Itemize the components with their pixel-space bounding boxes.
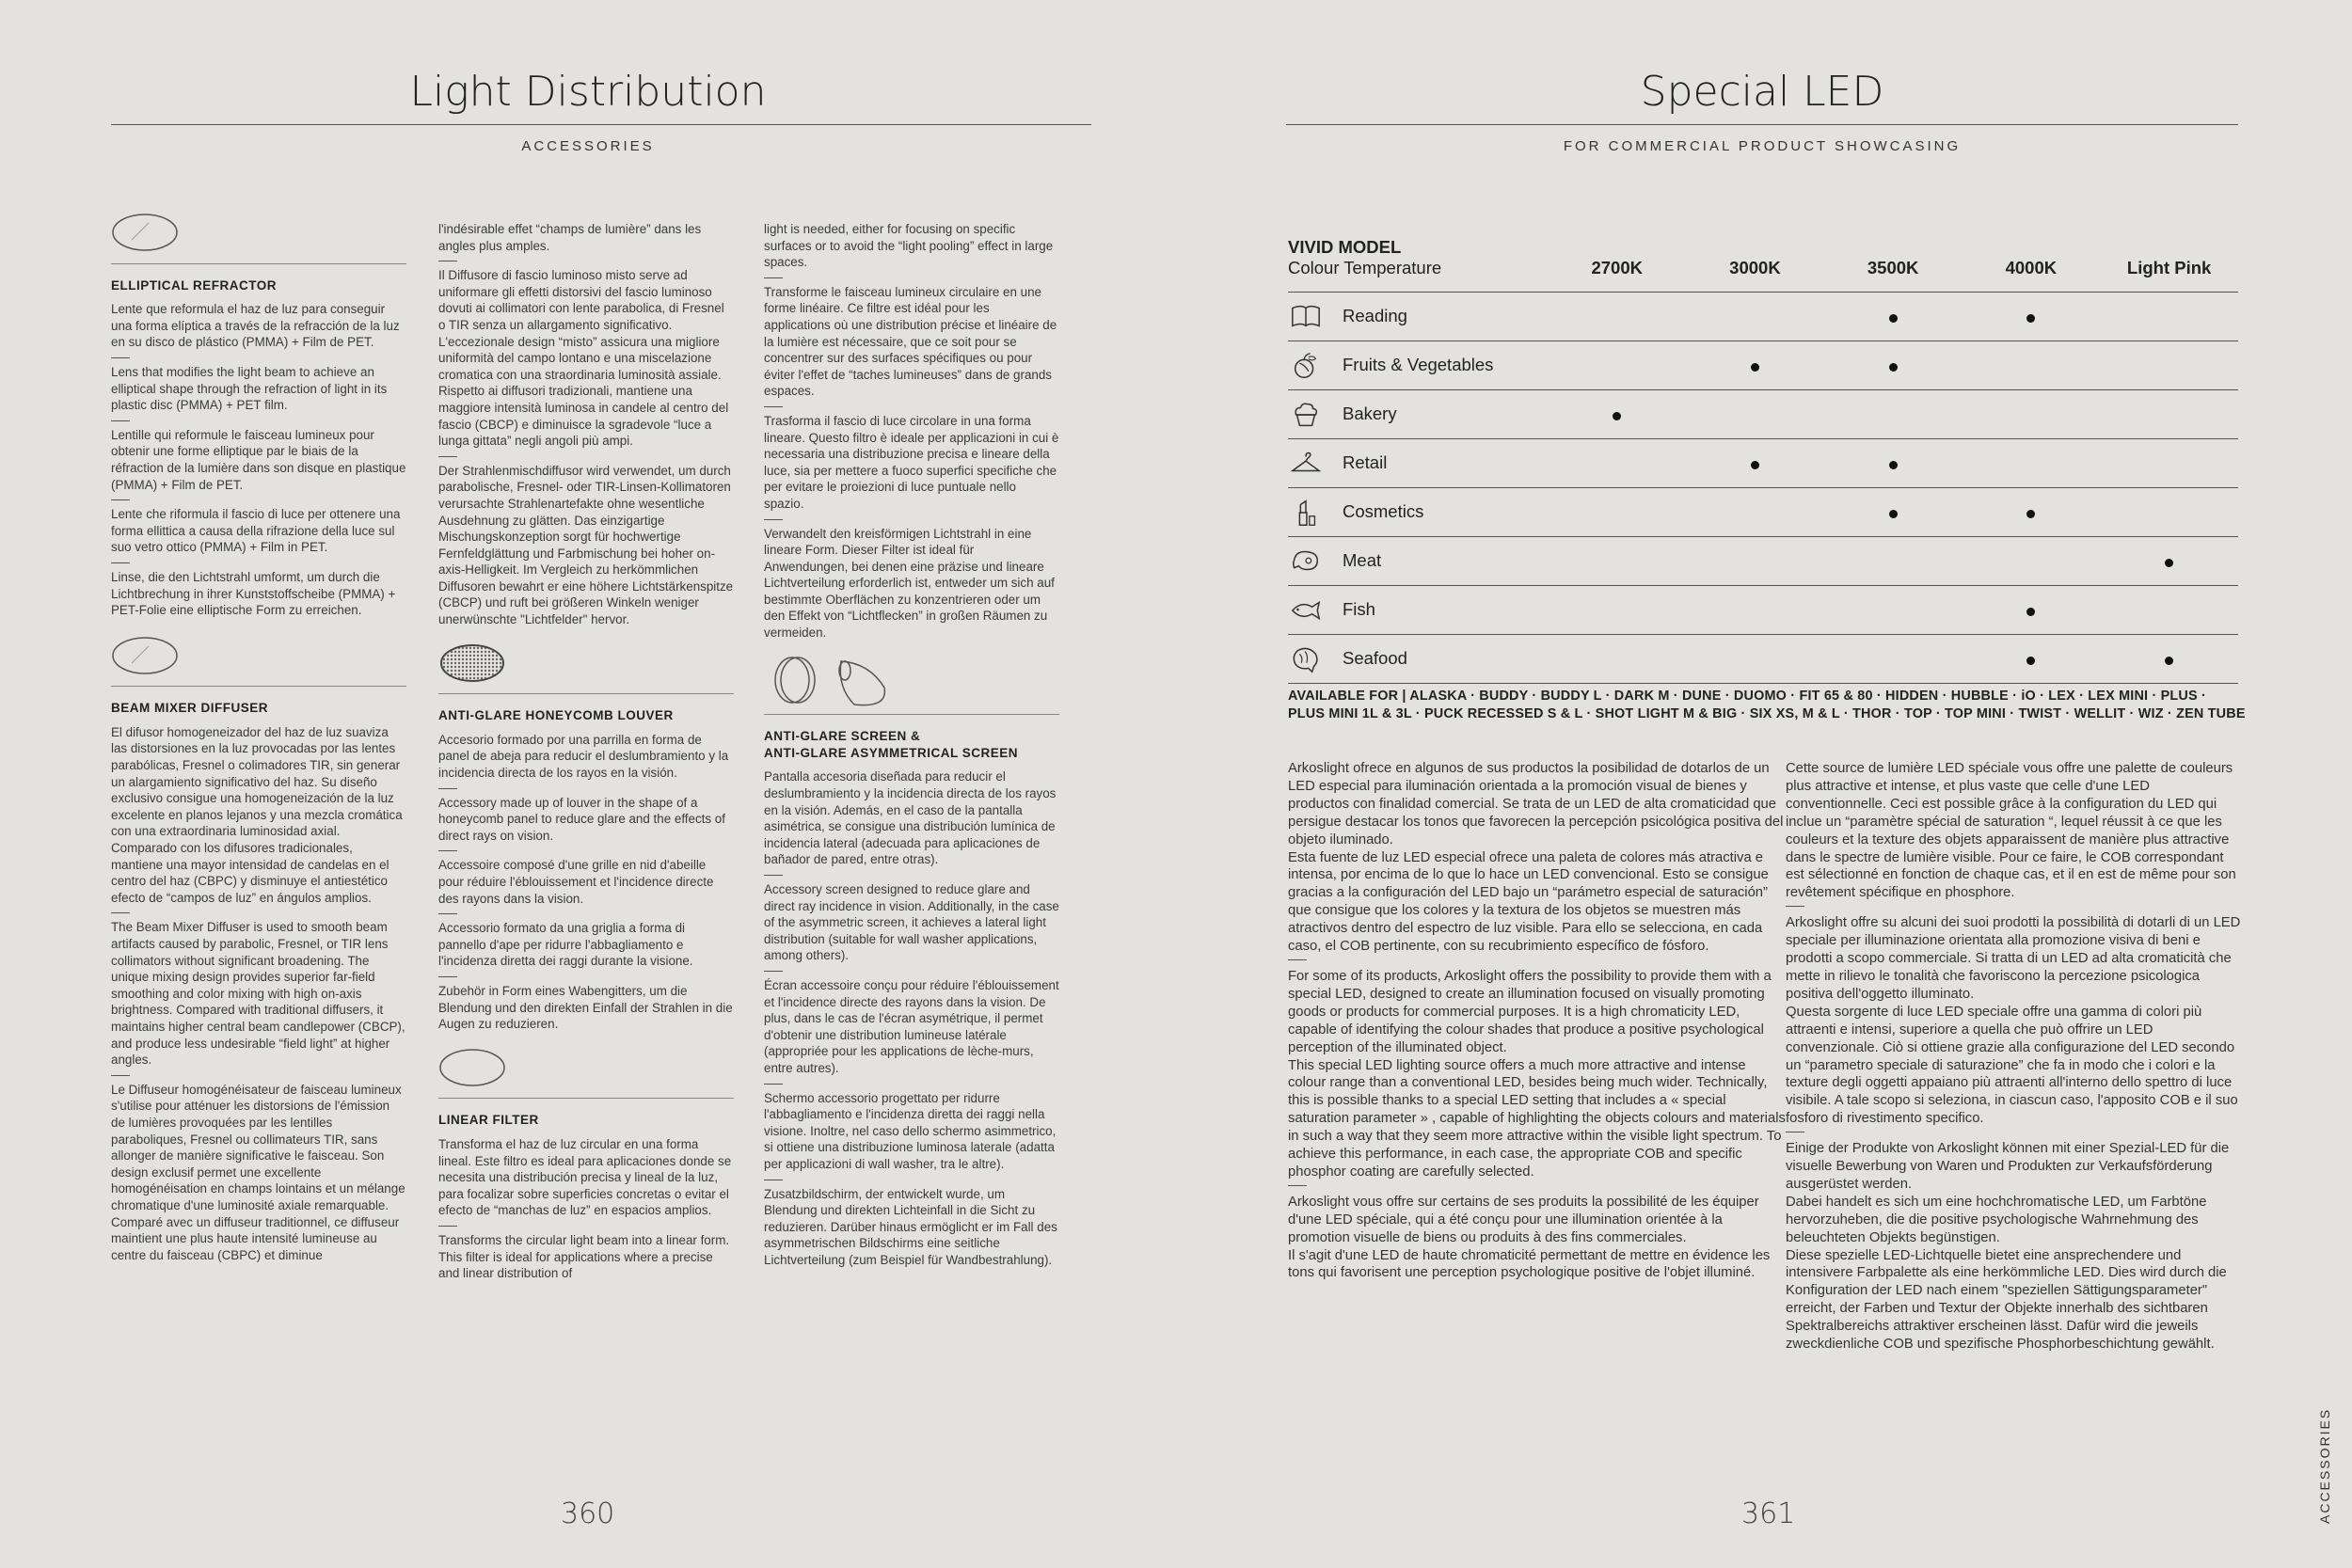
available-line-1: AVAILABLE FOR | ALASKA · BUDDY · BUDDY L · DARK M · DUNE · DUOMO · FIT 65 & 80 · HIDDEN · HUBBLE · iO · LEX · LEX MINI · PLUS · [1288,689,2207,704]
subtitle-left: ACCESSORIES [521,138,655,154]
table-row [1288,439,2238,488]
table-body [1288,293,2238,684]
left-column-1 [111,212,406,1270]
col-3000k: 3000K [1686,216,1824,293]
book-icon [1288,301,1324,333]
linear-filter-title: LINEAR FILTER [438,1113,539,1128]
mark-cell [1686,586,1824,635]
text-es: Lente que reformula el haz de luz para conseguir una forma elíptica a través de la refracción de la luz en su disco de plástico (PMMA) + Film de PET. [111,302,400,350]
availability-dot [2026,314,2035,323]
row-label-cell [1288,341,1548,390]
row-label: Retail [1343,451,1388,472]
row-label-cell [1288,390,1548,439]
table-row [1288,293,2238,341]
mark-cell [1963,293,2101,341]
text-fr-3: Cette source de lumière LED spéciale vous offre une palette de couleurs plus attractive et intense, et plus vaste que celle d'une LED conventionnelle. Ceci est possible grâce à la configuration du LED qui inclue un “paramètre spécial de saturation “, lequel réussit à ce que les couleurs et la texture des objets apparaissent de manière plus attractive dans le spectre de lumière visible. Pour ce faire, le COB correspondant est sélectionné en fonction de chaque cas, et il en est de même pour son revêtement spécifique en phosphore. [1786,761,2236,901]
text-it: Il Diffusore di fascio luminoso misto serve ad uniformare gli effetti distorsivi del fascio luminoso dovuti ai collimatori con lente parabolica, di Fresnel o TIR senza un allargamento significativo. L'eccezionale design “misto” assicura una migliore uniformità del campo lontano e una miscelazione cromatica con una straordinaria luminosità assiale. Rispetto ai diffusori tradizionali, mantiene una maggiore intensità luminosa in candele al centro del fascio (CBCP) e diminuisce la sgradevole “luce a lunga gittata” negli angoli più ampi. [438,261,734,450]
page-number-left: 360 [561,1497,615,1530]
availability-dot [2165,657,2173,665]
row-label: Cosmetics [1343,500,1424,521]
mark-cell [1686,439,1824,488]
mark-cell [2100,439,2238,488]
text-it: Lente che riformula il fascio di luce per ottenere una forma ellittica a causa della rifrazione della luce sul suo vetro ottico (PMMA) + Film in PET. [111,499,406,556]
mark-cell [2100,537,2238,586]
col-4000k: 4000K [1963,216,2101,293]
text-it-2: Questa sorgente di luce LED speciale offre una gamma di colori più attraenti e intensi, superiore a quella che può offrire un LED convenzionale. Ciò si ottiene grazie alla configurazione del LED secondo un “parametro speciale di saturazione” che fa in modo che i colori e la texture degli oggetti appaiano più attraenti all'interno dello spettro di luce visibile. A tale scopo si seleziona, in ciascun caso, l'apposito COB e il suo fosforo di rivestimento specifico. [1786,1004,2238,1127]
availability-dot [2026,510,2035,518]
text-fr: Écran accessoire conçu pour réduire l'éblouissement et l'incidence directe des rayons dans la vision. De plus, dans le cas de l'écran asymétrique, il permet d'obtenir une distribution lumineuse latérale (appropriée pour les applications de lèche-murs, entre autres). [764,971,1059,1077]
row-label: Fruits & Vegetables [1343,354,1494,374]
text-fr: Accessoire composé d'une grille en nid d'abeille pour réduire l'éblouissement et l'incidence directe des rayons dans la vision. [438,850,734,907]
honeycomb-louver-icon [438,642,506,684]
text-it: Accessorio formato da una griglia a forma di pannello d'ape per ridurre l'abbagliamento e l'incidenza diretta dei raggi durante la visione. [438,913,734,970]
text-es: Transforma el haz de luz circular en una forma lineal. Este filtro es ideal para aplicaciones donde se necesita una distribución precisa y lineal de la luz, para focalizar sobre superficies concretas o evitar el efecto de “manchas de luz” en espacios amplios. [438,1136,732,1218]
availability-dot [1751,363,1759,372]
table-header-label [1288,216,1548,293]
table-row [1288,488,2238,537]
mark-cell [1824,341,1963,390]
lipstick-icon [1288,497,1324,529]
special-led-body-right [1786,760,2241,1354]
fruit-icon [1288,350,1324,382]
text-de-1: Einige der Produkte von Arkoslight können mit einer Spezial-LED für die visuelle Bewerbung von Waren und Produkten zur Verkaufsförderung ausgerüstet werden. [1786,1132,2241,1194]
text-en: Transforms the circular light beam into a linear form. This filter is ideal for applications where a precise and linear distribution of [438,1226,734,1282]
mark-cell [1686,537,1824,586]
text-de-2: Dabei handelt es sich um eine hochchromatische LED, um Farbtöne hervorzuheben, die die positive psychologische Wahrnehmung des beleuchteten Objekts begünstigen. [1786,1194,2207,1245]
honeycomb-title: ANTI-GLARE HONEYCOMB LOUVER [438,708,674,723]
divider [111,263,406,264]
text-it: Schermo accessorio progettato per ridurre l'abbagliamento e l'incidenza diretta dei raggi nella visione. Inoltre, nel caso dello schermo asimmetrico, si ottiene una distribuzione luminosa laterale (adatta per applicazioni di wall washer, tra le altre). [764,1084,1059,1173]
beam-mixer-title: BEAM MIXER DIFFUSER [111,701,269,716]
available-line-2: PLUS MINI 1L & 3L · PUCK RECESSED S & L · SHOT LIGHT M & BIG · SIX XS, M & L · THOR · TOP · TOP MINI · TWIST · WELLIT · WIZ · ZEN TUBE [1288,706,2246,721]
col-3500k: 3500K [1824,216,1963,293]
mark-cell [1824,635,1963,684]
mark-cell [1824,390,1963,439]
mark-cell [2100,341,2238,390]
availability-dot [2165,559,2173,567]
mark-cell [1963,586,2101,635]
cupcake-icon [1288,399,1324,431]
text-en-cont: light is needed, either for focusing on specific surfaces or to avoid the “light pooling” effect in large spaces. [764,222,1054,270]
anti-glare-screen-icon [764,650,896,708]
row-label-cell [1288,635,1548,684]
mark-cell [1548,390,1686,439]
divider [764,714,1059,715]
title-rule-left [111,124,1091,125]
text-fr-cont: l'indésirable effet “champs de lumière” dans les angles plus amples. [438,222,702,253]
mark-cell [1686,488,1824,537]
mark-cell [1963,488,2101,537]
meat-icon [1288,546,1324,578]
mark-cell [1686,390,1824,439]
availability-dot [1889,461,1898,469]
availability-dot [1889,314,1898,323]
fish-icon [1288,594,1324,626]
text-de: Zusatzbildschirm, der entwickelt wurde, um Blendung und direkten Lichteinfall in die Sicht zu reduzieren. Darüber hinaus ermöglicht er im Fall des asymmetrischen Bildschirms eine seitliche Lichtverteilung (zum Beispiel für Wandbestrahlung). [764,1180,1059,1269]
col-light-pink: Light Pink [2100,216,2238,293]
table-row [1288,586,2238,635]
mark-cell [1824,488,1963,537]
availability-dot [1889,363,1898,372]
text-es: El difusor homogeneizador del haz de luz suaviza las distorsiones en la luz provocadas por las lentes parabólicas, Fresnel o colimadores TIR, sin generar un alargamiento significativo del haz. Su diseño exclusivo consigue una homogeneización de la luz excelente en planos lejanos y una mezcla cromática con una extraordinaria luminosidad axial. Comparado con los difusores tradicionales, mantiene una mayor intensidad de candelas en el centro del haz (CBPC) y disminuye el antiestético efecto de “campos de luz” en ángulos amplios. [111,724,403,905]
screen-title-2: ANTI-GLARE ASYMMETRICAL SCREEN [764,745,1019,760]
mark-cell [1548,341,1686,390]
mark-cell [2100,488,2238,537]
mark-cell [1548,488,1686,537]
availability-dot [1889,510,1898,518]
row-label: Fish [1343,598,1375,619]
text-it: Trasforma il fascio di luce circolare in una forma lineare. Questo filtro è ideale per applicazioni in cui è necessaria una distribuzione precisa e lineare della luce, sia per mettere a fuoco superfici specifiche che per evitare le proiezioni di luce puntuale nello spazio. [764,406,1059,513]
mark-cell [1963,341,2101,390]
row-label-cell [1288,537,1548,586]
text-fr-1: Arkoslight vous offre sur certains de ses produits la possibilité de les équiper d'une LED spéciale, qui a été conçu pour une illumination orientée à la promotion visuelle de biens ou produits à des fins commerciales. [1288,1185,1787,1247]
table-row [1288,341,2238,390]
mark-cell [1548,635,1686,684]
row-label: Reading [1343,305,1407,325]
table-row [1288,390,2238,439]
mark-cell [1824,586,1963,635]
elliptical-refractor-icon [111,212,179,253]
vivid-model-label: VIVID MODEL [1288,237,1402,257]
mark-cell [1548,293,1686,341]
subtitle-right: FOR COMMERCIAL PRODUCT SHOWCASING [1563,138,1962,154]
mark-cell [1548,586,1686,635]
mark-cell [1686,635,1824,684]
availability-dot [2026,657,2035,665]
mark-cell [1963,439,2101,488]
text-en-2: This special LED lighting source offers a much more attractive and intense colour range than a conventional LED, besides being much wider. Technically, this is possible thanks to a special LED setting that includes a « special saturation parameter » , capable of highlighting the objects colours and materials in such a way that they seem more attractive within the visible light spectrum. To achieve this performance, in each case, the appropriate COB and specific phosphor coating are carefully selected. [1288,1057,1786,1180]
text-es: Accesorio formado por una parrilla en forma de panel de abeja para reducir el deslumbramiento y la incidencia directa de los rayos en la visión. [438,732,729,781]
text-de: Zubehör in Form eines Wabengitters, um die Blendung und den direkten Einfall der Strahlen in die Augen zu reduzieren. [438,976,734,1033]
row-label: Meat [1343,549,1382,570]
page-title-right: Special LED [1640,68,1884,116]
table-header-row [1288,216,2238,293]
row-label-cell [1288,293,1548,341]
vivid-model-table [1288,216,2238,684]
text-de-3: Diese spezielle LED-Lichtquelle bietet eine ansprechendere und intensivere Farbpalette als eine herkömmliche LED. Dies wird durch die Konfiguration der LED nach einem "speziellen Sättigungsparameter" erreicht, der Farben und Textur der Objekte innerhalb des sichtbaren Spektralbereichs attraktiver erscheinen lässt. Dafür wird die jeweils zweckdienliche COB und spezifische Phosphorbeschichtung gewählt. [1786,1247,2227,1353]
divider [438,693,734,694]
row-label-cell [1288,488,1548,537]
divider [111,686,406,687]
title-rule-right [1286,124,2238,125]
table-row [1288,537,2238,586]
page-title-left: Light Distribution [409,68,767,116]
row-label: Bakery [1343,403,1397,423]
text-es-1: Arkoslight ofrece en algunos de sus productos la posibilidad de dotarlos de un LED especial para iluminación orientada a la promoción visual de bienes y productos con finalidad comercial. Se trata de un LED de alta cromaticidad que persigue destacar los tonos que favorecen la percepción psicológica positiva del objeto iluminado. [1288,761,1784,847]
hanger-icon [1288,448,1324,480]
mark-cell [1548,439,1686,488]
elliptical-refractor-title: ELLIPTICAL REFRACTOR [111,277,278,293]
mark-cell [2100,390,2238,439]
text-es: Pantalla accesoria diseñada para reducir el deslumbramiento y la incidencia directa de los rayos en la visión. Además, en el caso de la pantalla asimétrica, se consigue una distribución lumínica de incidencia lateral (adecuada para aplicaciones de bañador de pared, entre otras). [764,769,1057,867]
mark-cell [1824,537,1963,586]
mark-cell [1963,635,2101,684]
mark-cell [1824,439,1963,488]
text-de: Verwandelt den kreisförmigen Lichtstrahl in eine lineare Form. Dieser Filter ist ideal für Anwendungen, bei denen eine präzise und lineare Lichtverteilung erforderlich ist, entweder um sich auf bestimmte Oberflächen zu konzentrieren oder um den Effekt von “Lichtflecken” in großen Räumen zu vermeiden. [764,519,1059,641]
text-en: The Beam Mixer Diffuser is used to smooth beam artifacts caused by parabolic, Fresnel, or TIR lens collimators without significant broadening. The unique mixing design provides superior far-field smoothing and color mixing with high on-axis brightness. Compared with traditional diffusers, it maintains higher central beam candlepower (CBCP), and produce less undesirable “field light” at higher angles. [111,912,406,1068]
col-2700k: 2700K [1548,216,1686,293]
screen-title-1: ANTI-GLARE SCREEN & [764,729,921,744]
available-for [1288,688,2248,723]
text-en: Accessory screen designed to reduce glare and direct ray incidence in vision. Additionally, in the case of the asymmetric screen, it achieves a lateral light distribution (suitable for wall washer applications, among others). [764,875,1059,964]
text-es-2: Esta fuente de luz LED especial ofrece una paleta de colores más atractiva e intensa, por encima de lo que lo hace un LED convencional. Esto se consigue gracias a la configuración del LED bajo un “parámetro especial de saturación” que consigue que los colores y la textura de los objetos se muestren más atractivos dentro del espectro de luz visible. Para ello se selecciona, en cada caso, el COB pertinente, con su recubrimiento específico de fósforo. [1288,849,1769,955]
mark-cell [1686,293,1824,341]
side-section-label: ACCESSORIES [2317,1407,2332,1524]
text-fr: Transforme le faisceau lumineux circulaire en une forme linéaire. Ce filtre est idéal pour les applications où une distribution précise et linéaire de la lumière est nécessaire, que ce soit pour se concentrer sur des surfaces spécifiques ou pour éviter l'effet de “taches lumineuses” dans de grands espaces. [764,277,1059,400]
text-fr: Lentille qui reformule le faisceau lumineux pour obtenir une forme elliptique par le biais de la réfraction de la lumière dans son disque en plastique (PMMA) + Film de PET. [111,420,406,493]
beam-mixer-diffuser-icon [111,635,179,676]
text-fr: Le Diffuseur homogénéisateur de faisceau lumineux s'utilise pour atténuer les distorsions de l'émission de lumières provoquées par les lentilles paraboliques, Fresnel ou collimateurs TIR, sans allonger de manière significative le faisceau. Son design exclusif permet une excellente homogénéisation en champs lointains et un mélange chromatique d'une luminosité axiale remarquable. Comparé avec un diffuseur traditionnel, ce diffuseur maintient une plus haute intensité lumineuse au centre du faisceau (CBPC) et diminue [111,1075,406,1264]
mark-cell [2100,635,2238,684]
text-en-1: For some of its products, Arkoslight offers the possibility to provide them with a special LED, designed to create an illumination focused on visually promoting goods or products for commercial purposes. It is a high chromaticity LED, capable of identifying the colour shades that produce a positive psychological perception of the illuminated object. [1288,959,1787,1057]
availability-dot [1613,412,1621,420]
text-de: Der Strahlenmischdiffusor wird verwendet, um durch parabolische, Fresnel- oder TIR-Linsen-Kollimatoren verursachte Strahlenartefakte ohne wesentliche Ausdehnung zu glätten. Das einzigartige Mischungskonzeption sorgt für hochwertige Fernfeldglättung und Farbmischung bei hoher on-axis-Helligkeit. Im Vergleich zu herkömmlichen Diffusoren bewahrt er eine höhere Lichtstärkenspitze (CBCP) und ruft bei größeren Winkeln weniger unerwünschte "Lichtfelder" hervor. [438,456,734,628]
text-it-1: Arkoslight offre su alcuni dei suoi prodotti la possibilità di dotarli di un LED speciale per illuminazione orientata alla promozione visiva di beni e prodotti a scopo commerciale. Si tratta di un LED ad alta cromaticità che mette in rilievo le tonalità che favoriscono la percezione psicologica positiva dell'oggetto illuminato. [1786,906,2241,1004]
shrimp-icon [1288,643,1324,675]
table-row [1288,635,2238,684]
text-en: Accessory made up of louver in the shape of a honeycomb panel to reduce glare and the effects of direct rays on vision. [438,788,734,845]
text-en: Lens that modifies the light beam to achieve an elliptical shape through the refraction of light in its plastic disc (PMMA) + PET film. [111,357,406,414]
mark-cell [2100,586,2238,635]
divider [438,1098,734,1099]
row-label-cell [1288,586,1548,635]
mark-cell [1686,341,1824,390]
special-led-body-left [1288,760,1787,1282]
left-column-3 [764,221,1059,1275]
row-label-cell [1288,439,1548,488]
availability-dot [1751,461,1759,469]
availability-dot [2026,608,2035,616]
left-column-2 [438,221,734,1289]
colour-temperature-label: Colour Temperature [1288,258,1442,277]
mark-cell [2100,293,2238,341]
mark-cell [1548,537,1686,586]
text-de: Linse, die den Lichtstrahl umformt, um durch die Lichtbrechung in ihrer Kunststoffscheibe (PMMA) + PET-Folie eine elliptische Form zu erreichen. [111,562,406,619]
mark-cell [1963,537,2101,586]
text-fr-2: Il s'agit d'une LED de haute chromaticité permettant de mettre en évidence les tons qui favorisent une perception psychologique positive de l'objet illuminé. [1288,1247,1771,1281]
row-label: Seafood [1343,647,1407,668]
mark-cell [1824,293,1963,341]
linear-filter-icon [438,1047,506,1088]
mark-cell [1963,390,2101,439]
page-number-right: 361 [1741,1497,1796,1530]
